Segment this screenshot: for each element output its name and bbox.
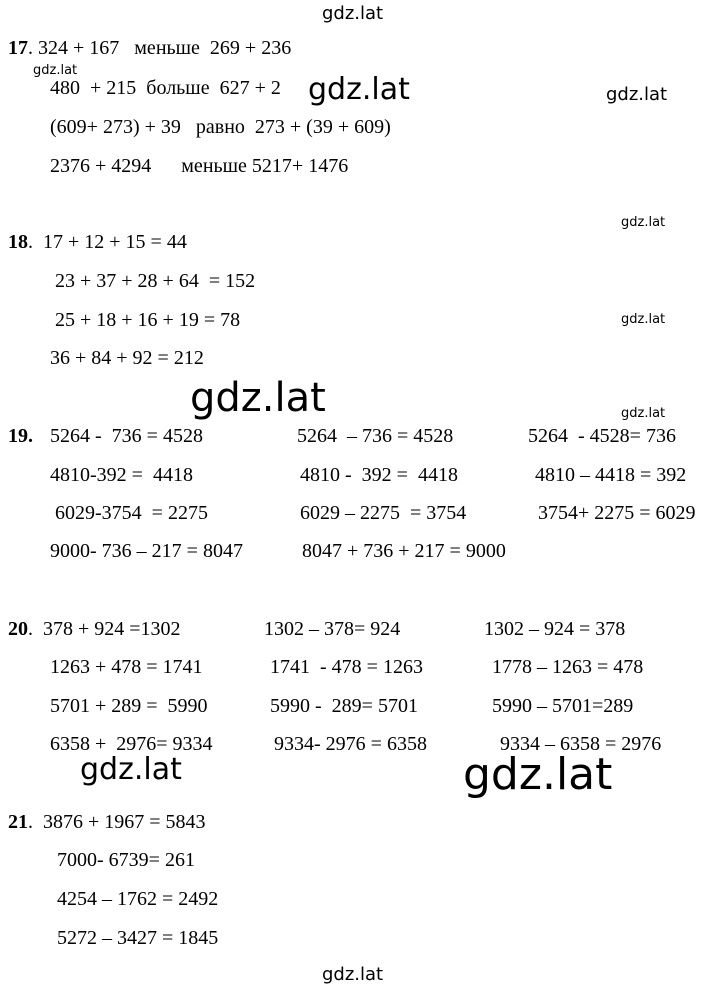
problem-20-c1-r4: 6358 + 2976= 9334	[50, 733, 213, 755]
problem-21-line-1	[8, 812, 206, 832]
problem-19-c1-r4: 9000- 736 – 217 = 8047	[50, 540, 243, 562]
problem-20-c1-r3: 5701 + 289 = 5990	[50, 695, 208, 717]
problem-21-line-3: 4254 – 1762 = 2492	[57, 888, 219, 910]
problem-21-number: 21	[8, 811, 28, 833]
problem-21-text-1: . 3876 + 1967 = 5843	[28, 811, 206, 833]
problem-19-c3-r1: 5264 - 4528= 736	[528, 425, 676, 447]
problem-20-c3-r1: 1302 – 924 = 378	[484, 618, 626, 640]
problem-17-line-2: 480 + 215 больше 627 + 2	[50, 77, 281, 99]
problem-18-text-1: . 17 + 12 + 15 = 44	[28, 231, 187, 253]
problem-18-line-3: 25 + 18 + 16 + 19 = 78	[55, 309, 241, 331]
watermark-top: gdz.lat	[322, 3, 384, 24]
watermark-left-20: gdz.lat	[80, 752, 182, 787]
problem-20-c1-r2: 1263 + 478 = 1741	[50, 656, 203, 678]
problem-18-line-1	[8, 232, 187, 252]
problem-20-c2-r1: 1302 – 378= 924	[264, 618, 401, 640]
problem-18-line-4: 36 + 84 + 92 = 212	[50, 347, 204, 369]
problem-19-c1-r3: 6029-3754 = 2275	[55, 502, 208, 524]
problem-17-line-1	[8, 38, 291, 58]
problem-17-number: 17	[8, 37, 28, 59]
problem-19-c1-r1: 5264 - 736 = 4528	[50, 425, 203, 447]
problem-20-c3-r2: 1778 – 1263 = 478	[492, 656, 644, 678]
problem-20-number: 20	[8, 618, 28, 640]
problem-19-number-line	[8, 426, 33, 446]
watermark-large-center: gdz.lat	[190, 375, 326, 421]
problem-20-line-1	[8, 619, 181, 639]
problem-21-line-2: 7000- 6739= 261	[57, 849, 195, 871]
problem-19-c3-r3: 3754+ 2275 = 6029	[538, 502, 696, 524]
problem-20-c3-r4: 9334 – 6358 = 2976	[500, 733, 662, 755]
problem-19-c1-r2: 4810-392 = 4418	[50, 464, 193, 486]
problem-19-c2-r4: 8047 + 736 + 217 = 9000	[302, 540, 506, 562]
problem-18-line-2: 23 + 37 + 28 + 64 = 152	[55, 270, 256, 292]
problem-19-c2-r2: 4810 - 392 = 4418	[300, 464, 458, 486]
watermark-right-18a: gdz.lat	[621, 215, 666, 230]
problem-20-c2-r3: 5990 - 289= 5701	[270, 695, 418, 717]
watermark-large-right: gdz.lat	[463, 749, 613, 800]
problem-20-c3-r3: 5990 – 5701=289	[492, 695, 634, 717]
problem-19-c2-r1: 5264 – 736 = 4528	[297, 425, 454, 447]
problem-20-c2-r2: 1741 - 478 = 1263	[270, 656, 423, 678]
watermark-overlay-17: gdz.lat	[308, 72, 410, 107]
watermark-right-19: gdz.lat	[621, 406, 666, 421]
problem-20-c1-r1: . 378 + 924 =1302	[28, 618, 181, 640]
problem-17-text-1: . 324 + 167 меньше 269 + 236	[28, 37, 292, 59]
problem-20-c2-r4: 9334- 2976 = 6358	[274, 733, 427, 755]
problem-17-line-3: (609+ 273) + 39 равно 273 + (39 + 609)	[50, 116, 391, 138]
watermark-bottom: gdz.lat	[322, 964, 384, 985]
problem-19-c3-r2: 4810 – 4418 = 392	[535, 464, 687, 486]
problem-19-number: 19.	[8, 425, 33, 447]
problem-21-line-4: 5272 – 3427 = 1845	[57, 927, 219, 949]
problem-18-number: 18	[8, 231, 28, 253]
watermark-right-18b: gdz.lat	[621, 312, 666, 327]
watermark-right-17: gdz.lat	[606, 84, 668, 105]
problem-17-line-4: 2376 + 4294 меньше 5217+ 1476	[50, 155, 349, 177]
watermark-small-left: gdz.lat	[33, 63, 78, 78]
problem-19-c2-r3: 6029 – 2275 = 3754	[300, 502, 467, 524]
